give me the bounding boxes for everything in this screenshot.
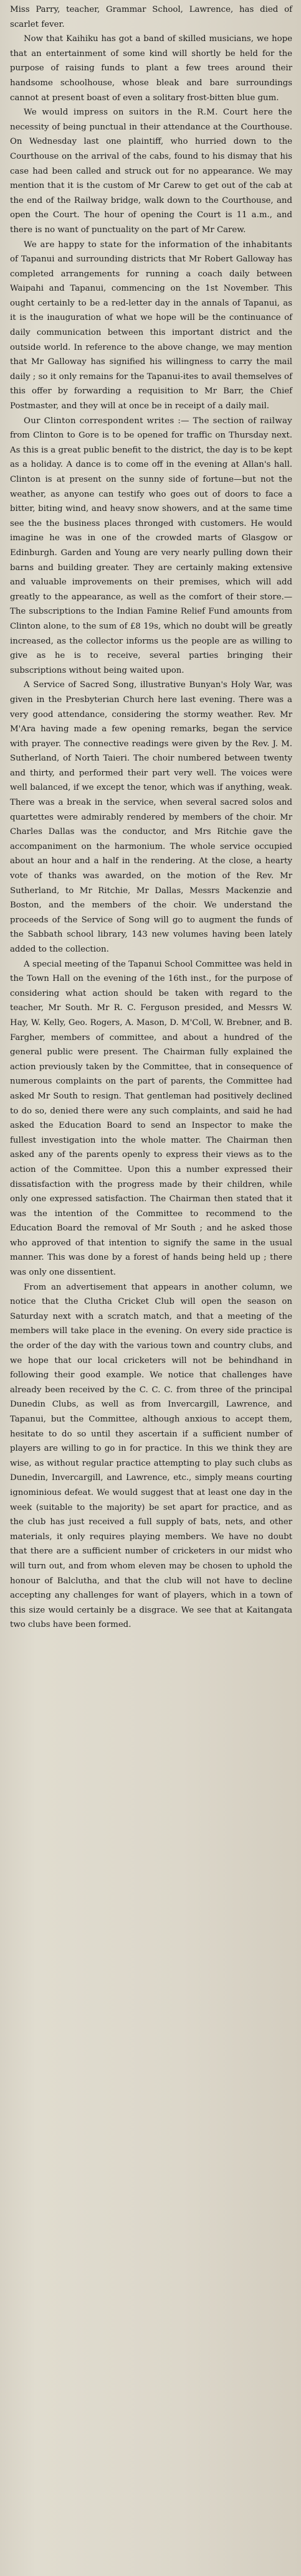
news-item-kaihiku-band: Now that Kaihiku has got a band of skilled musicians, we hope that an entertainment of some kind will shortly be held for the purpose of raising funds to plant a few trees around their handsome schoolhouse, whose bleak and bare surroundings cannot at present boast of even a solitary frost-bitten blue gum. [10, 34, 292, 103]
news-item-parry-obituary: Miss Parry, teacher, Grammar School, Lawrence, has died of scarlet fever. [10, 5, 292, 29]
news-item-clinton-correspondent: Our Clinton correspondent writes :— The section of railway from Clinton to Gore is to be opened for traffic on Thursday next. As this is a great public benefit to the district, the day is to be kept as a holiday. A dance is to come off in the evening at Allan's hall. Clinton is at present on the sunny side of fortune—but not the weather, as anyone can testify who goes out of doors to face a bitter, biting wind, and heavy snow showers, and at the same time see the the business places thronged with customers. He would imagine he was in one of the crowded marts of Glasgow or Edinburgh. Garden and Young are very nearly pulling down their barns and building greater. They are certainly making extensive and valuable improvements on their premises, which will add greatly to the appearance, as well as the comfort of their store.—The subscriptions to the Indian Famine Relief Fund amounts from Clinton alone, to the sum of £8 19s, which no doubt will be greatly increased, as the collector informs us the people are as willing to give as he is to receive, several parties bringing their subscriptions without being waited upon. [10, 416, 292, 675]
news-item-cricket-club: From an advertisement that appears in another column, we notice that the Clutha Cricket Club will open the season on Saturday next with a scratch match, and that a meeting of the members will take place in the evening. On every side practice is the order of the day with the various town and country clubs, and we hope that our local cricketers will not be behindhand in following their good example. We notice that challenges have already been received by the C. C. C. from three of the principal Dunedin Clubs, as well as from Invercargill, Lawrence, and Tapanui, but the Committee, although anxious to accept them, hesitate to do so until they ascertain if a sufficient number of players are willing to go in for practice. In this we think they are wise, as without regular practice attempting to play such clubs as Dunedin, Invercargill, and Lawrence, etc., simply means courting ignominious defeat. We would suggest that at least one day in the week (suitable to the majority) be set apart for practice, and as the club has just received a full supply of bats, nets, and other materials, it only requires playing members. We have no doubt that there are a sufficient number of cricketers in our midst who will turn out, and from whom eleven may be chosen to uphold the honour of Balclutha, and that the club will not have to decline accepting any challenges for want of players, which in a town of this size would certainly be a disgrace. We see that at Kaitangata two clubs have been formed. [10, 1282, 292, 1630]
news-item-service-of-song: A Service of Sacred Song, illustrative Bunyan's Holy War, was given in the Presbyterian Church here last evening. There was a very good attendance, considering the stormy weather. Rev. Mr M'Ara having made a few opening remarks, began the service with prayer. The connective readings were given by the Rev. J. M. Sutherland, of North Taieri. The choir numbered between twenty and thirty, and performed their part very well. The voices were well balanced, if we except the tenor, which was if anything, weak. There was a break in the service, when several sacred solos and quartettes were admirably rendered by members of the choir. Mr Charles Dallas was the conductor, and Mrs Ritchie gave the accompaniment on the harmonium. The whole service occupied about an hour and a half in the rendering. At the close, a hearty vote of thanks was awarded, on the motion of the Rev. Mr Sutherland, to Mr Ritchie, Mr Dallas, Messrs Mackenzie and Boston, and the members of the choir. We understand the proceeds of the Service of Song will go to augment the funds of the Sabbath school library, 143 new volumes having been lately added to the collection. [10, 680, 292, 954]
news-item-rm-court: We would impress on suitors in the R.M. Court here the necessity of being punctual in their attendance at the Courthouse. On Wednesday last one plaintiff, who hurried down to the Courthouse on the arrival of the cabs, found to his dismay that his case had been called and struck out for no appearance. We may mention that it is the custom of Mr Carew to get out of the cab at the end of the Railway bridge, walk down to the Courthouse, and open the Court. The hour of opening the Court is 11 a.m., and there is no want of punctuality on the part of Mr Carew. [10, 108, 292, 235]
news-item-tapanui-coach: We are happy to state for the information of the inhabitants of Tapanui and surrounding districts that Mr Robert Galloway has completed arrangements for running a coach daily between Waipahi and Tapanui, commencing on the 1st November. This ought certainly to be a red-letter day in the annals of Tapanui, as it is the inauguration of what we hope will be the continuance of daily communication between this important district and the outside world. In reference to the above change, we may mention that Mr Galloway has signified his willingness to carry the mail daily ; so it only remains for the Tapanui-ites to avail themselves of this offer by forwarding a requisition to Mr Barr, the Chief Postmaster, and they will at once be in receipt of a daily mail. [10, 240, 292, 411]
news-item-school-committee: A special meeting of the Tapanui School Committee was held in the Town Hall on the evening of the 16th inst., for the purpose of considering what action should be taken with regard to the teacher, Mr South. Mr R. C. Ferguson presided, and Messrs W. Hay, W. Kelly, Geo. Rogers, A. Mason, D. M'Coll, W. Brebner, and B. Fargher, members of committee, and about a hundred of the general public were present. The Chairman fully explained the action previously taken by the Committee, that in consequence of numerous complaints on the part of parents, the Committee had asked Mr South to resign. That gentleman had positively declined to do so, denied there were any such complaints, and said he had asked the Education Board to send an Inspector to make the fullest investigation into the whole matter. The Chairman then asked any of the parents openly to express their views as to the action of the Committee. Upon this a number expressed their dissatisfaction with the progress made by their children, while only one expressed satisfaction. The Chairman then stated that it was the intention of the Committee to recommend to the Education Board the removal of Mr South ; and he asked those who approved of that intention to signify the same in the usual manner. This was done by a forest of hands being held up ; there was only one dissentient. [10, 959, 292, 1278]
